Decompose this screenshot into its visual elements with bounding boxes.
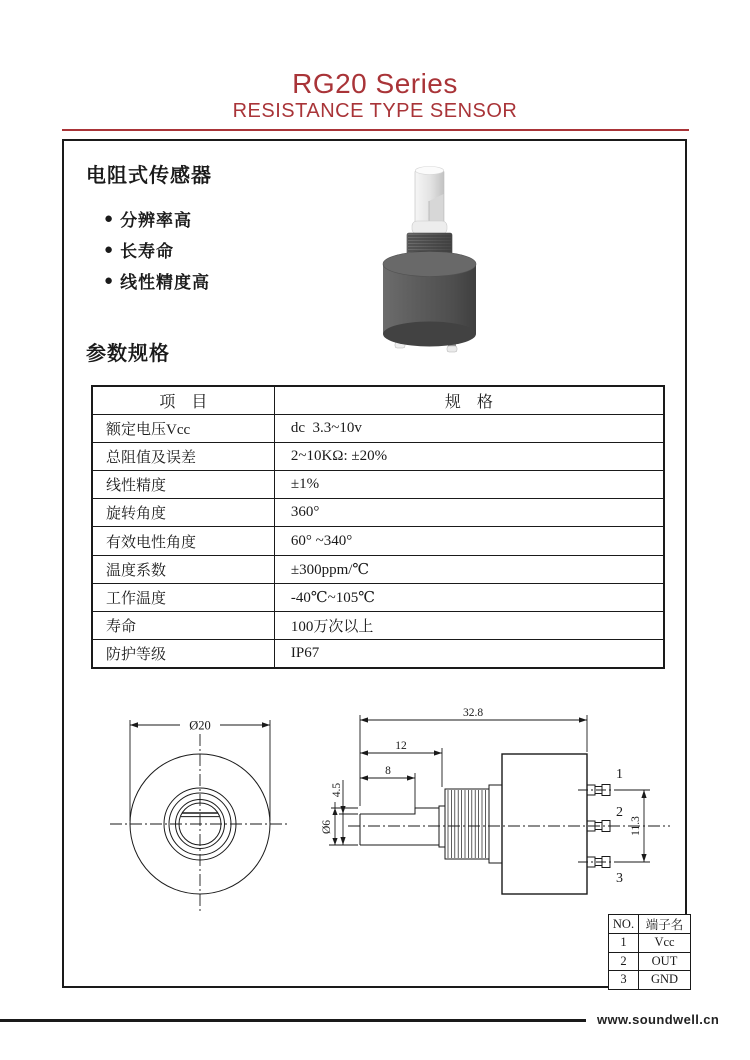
spec-value-cell: ±1% bbox=[274, 471, 664, 499]
spec-value-cell: IP67 bbox=[274, 639, 664, 668]
product-type-heading: 电阻式传感器 bbox=[86, 165, 212, 187]
spec-value-cell: 2~10KΩ: ±20% bbox=[274, 443, 664, 471]
top-view-drawing bbox=[110, 716, 290, 914]
dim-label-shaft-length: 12 bbox=[395, 740, 407, 752]
terminal-table bbox=[608, 914, 691, 990]
feature-item bbox=[104, 234, 210, 265]
table-row bbox=[92, 499, 664, 527]
bullet-icon: ● bbox=[104, 210, 115, 227]
bullet-icon: ● bbox=[104, 241, 115, 258]
terminal-col-name: 端子名 bbox=[639, 915, 691, 934]
page-title: RG20 Series bbox=[292, 68, 458, 99]
terminal-name-cell: GND bbox=[639, 971, 691, 990]
spec-item-cell: 寿命 bbox=[92, 611, 274, 639]
bullet-icon: ● bbox=[104, 272, 115, 289]
spec-item-cell: 线性精度 bbox=[92, 471, 274, 499]
header-divider bbox=[62, 129, 689, 131]
terminal-no-cell: 2 bbox=[609, 952, 639, 971]
dim-label-flat-length: 8 bbox=[385, 765, 391, 777]
body-cylinder bbox=[383, 252, 476, 347]
terminal-no-cell: 3 bbox=[609, 971, 639, 990]
table-row bbox=[92, 611, 664, 639]
spec-value-cell: 100万次以上 bbox=[274, 611, 664, 639]
spec-item-cell: 额定电压Vcc bbox=[92, 415, 274, 443]
terminal-col-no: NO. bbox=[609, 915, 639, 934]
spec-item-cell: 旋转角度 bbox=[92, 499, 274, 527]
page-subtitle: RESISTANCE TYPE SENSOR bbox=[232, 100, 518, 122]
terminal-name-cell: OUT bbox=[639, 952, 691, 971]
dim-label-body-diameter: Ø20 bbox=[189, 718, 211, 733]
col-header-spec: 规 格 bbox=[274, 386, 664, 415]
table-row bbox=[92, 471, 664, 499]
spec-item-cell: 有效电性角度 bbox=[92, 527, 274, 555]
technical-drawing bbox=[92, 690, 672, 920]
spec-item-cell: 防护等级 bbox=[92, 639, 274, 668]
table-row bbox=[92, 583, 664, 611]
terminal-name-cell: Vcc bbox=[639, 934, 691, 953]
table-header-row bbox=[92, 386, 664, 415]
shaft-collar bbox=[412, 221, 447, 234]
terminal-number-label: 3 bbox=[616, 871, 623, 886]
col-header-item: 项 目 bbox=[92, 386, 274, 415]
feature-label: 分辨率高 bbox=[120, 211, 193, 230]
spec-value-cell: -40℃~105℃ bbox=[274, 583, 664, 611]
terminal-no-cell: 1 bbox=[609, 934, 639, 953]
spec-section-heading: 参数规格 bbox=[86, 343, 170, 365]
spec-item-cell: 总阻值及误差 bbox=[92, 443, 274, 471]
feature-item bbox=[104, 265, 210, 296]
feature-label: 长寿命 bbox=[120, 242, 175, 261]
feature-item bbox=[104, 203, 210, 234]
table-row bbox=[92, 639, 664, 668]
dim-label-terminal-span: 11.3 bbox=[630, 816, 642, 836]
table-row bbox=[92, 415, 664, 443]
spec-table bbox=[91, 385, 665, 669]
spec-item-cell: 温度系数 bbox=[92, 555, 274, 583]
spec-value-cell: 60° ~340° bbox=[274, 527, 664, 555]
terminal-number-label: 2 bbox=[616, 805, 623, 820]
spec-item-cell: 工作温度 bbox=[92, 583, 274, 611]
footer-website: www.soundwell.cn bbox=[597, 1012, 720, 1027]
footer-divider bbox=[0, 1019, 586, 1022]
dim-label-overall-length: 32.8 bbox=[462, 707, 484, 719]
table-row bbox=[92, 555, 664, 583]
content-frame bbox=[62, 139, 687, 988]
feature-list bbox=[104, 203, 210, 296]
table-row bbox=[609, 934, 691, 953]
table-row bbox=[92, 527, 664, 555]
table-row bbox=[609, 952, 691, 971]
dim-label-flat-height: 4.5 bbox=[331, 782, 343, 798]
terminal-number-label: 1 bbox=[616, 767, 623, 782]
dim-label-shaft-diameter: Ø6 bbox=[321, 819, 333, 835]
table-header-row bbox=[609, 915, 691, 934]
spec-value-cell: 360° bbox=[274, 499, 664, 527]
feature-label: 线性精度高 bbox=[120, 273, 211, 292]
shaft bbox=[415, 167, 444, 226]
table-row bbox=[92, 443, 664, 471]
spec-value-cell: ±300ppm/℃ bbox=[274, 555, 664, 583]
spec-value-cell: dc 3.3~10v bbox=[274, 415, 664, 443]
side-view-drawing bbox=[321, 707, 670, 894]
product-photo bbox=[372, 161, 488, 357]
table-row bbox=[609, 971, 691, 990]
